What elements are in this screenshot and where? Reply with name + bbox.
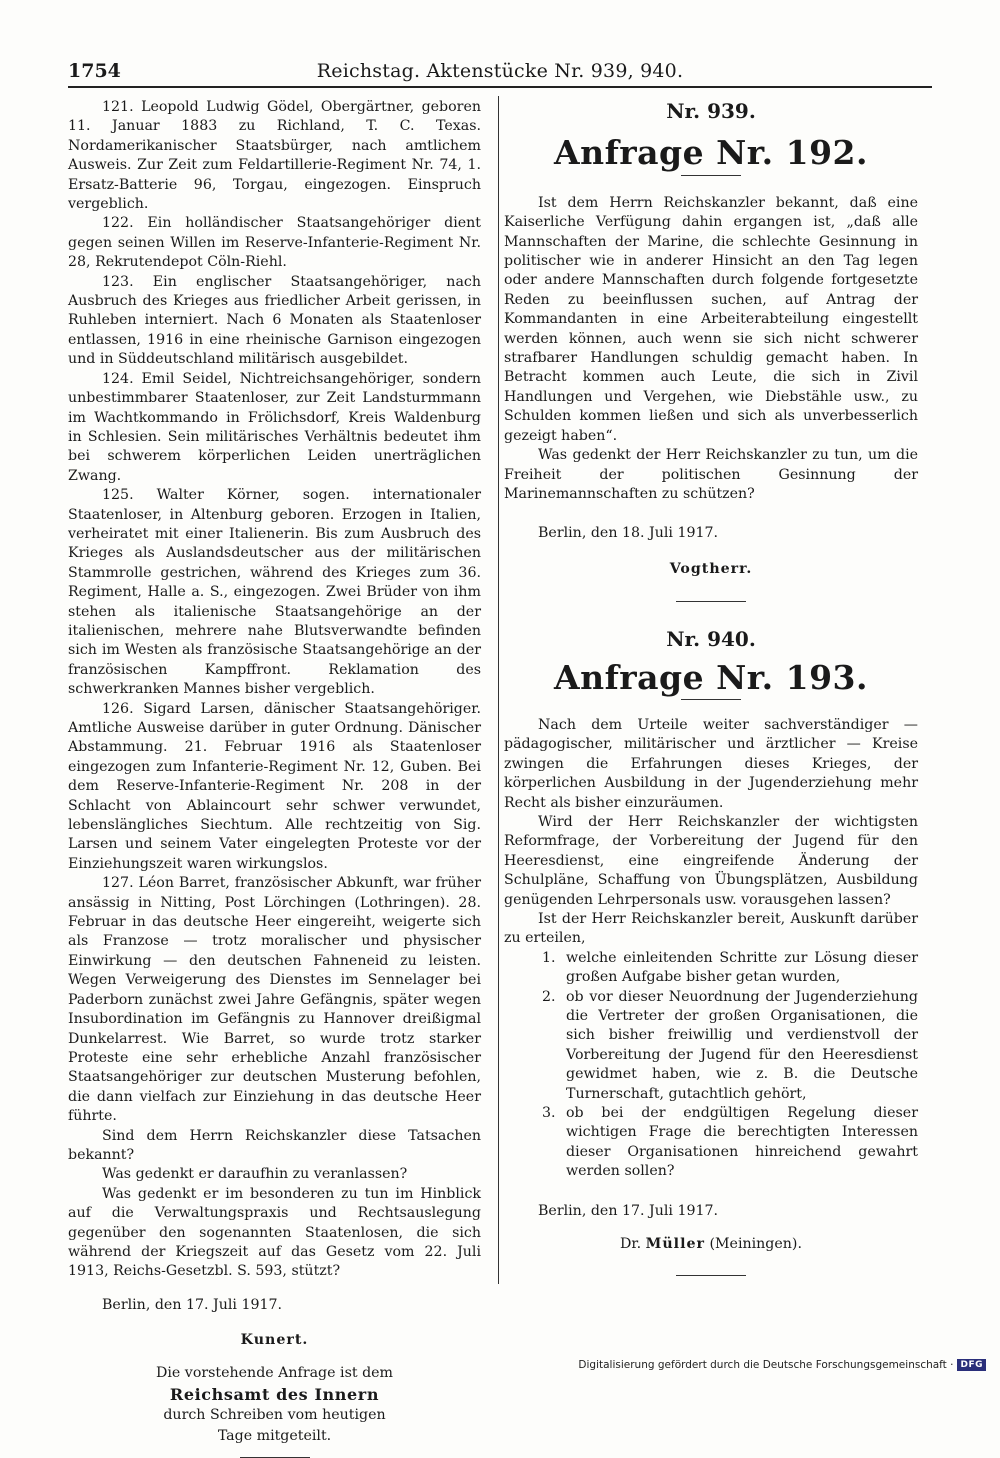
signature: Kunert. xyxy=(240,1332,309,1349)
date-line: Berlin, den 18. Juli 1917. xyxy=(538,525,719,542)
paragraph-127: 127. Léon Barret, französischer Abkunft, war früher ansässig in Nitting, Post Lörchingen (Lothringen). 28. Februar in das deutsche Heer eingereiht, weigerte sich als Franzose — trotz moralischer und physischer Einwirkung — den deutschen Fahneneid zu leisten. Wegen Verweigerung des Dienstes im Sennelager bei Paderborn zunächst zwei Jahre Gefängnis, später wegen Insubordination im Gefängnis zu Hannover dreißigmal Dunkelarrest. Wie Barret, so wurde trotz starker Proteste eine sehr erhebliche Anzahl französischer Staatsangehöriger zur deutschen Musterung befohlen, die dann vielfach zur Einziehung in das deutsche Heer führte. xyxy=(68,875,481,1125)
document-number-heading: Nr. 939. xyxy=(666,99,756,123)
section-rule xyxy=(676,1275,746,1276)
document-number-heading: Nr. 940. xyxy=(666,627,756,652)
list-item: 2. ob vor dieser Neuordnung der Jugenderziehung die Vertreter der großen Organisationen, die sich bisher freiwillig und verdienstvoll der Vorbereitung der Jugend für den Heeresdienst gewidmet haben, wie z. B. die Deutsche Turnerschaft, gutachtlich gehört, xyxy=(542,988,918,1102)
question-paragraph: Was gedenkt er daraufhin zu veranlassen? xyxy=(102,1166,408,1183)
paragraph-122: 122. Ein holländischer Staatsangehöriger dient gegen seinen Willen im Reserve-Infanterie-Regiment Nr. 28, Rekrutendepot Cöln-Riehl. xyxy=(68,215,481,271)
inquiry-paragraph: Ist dem Herrn Reichskanzler bekannt, daß eine Kaiserliche Verfügung dahin ergangen ist, „daß alle Mannschaften der Marine, die schlechte Gesinnung in politischer wie in anderer Hinsicht an den Tag legen oder andere Mannschaften durch folgende fortgesetzte Reden zu beeinflussen suchen, auf Antrag der Kommandanten in eine Arbeiterabteilung eingestellt werden können, auch wenn sie sich nicht schwerer strafbarer Handlungen schuldig gemacht haben. In Betracht kommen auch Leute, die sich in Zivil Handlungen und Vergehen, wie Diebstähle usw., zu Schulden kommen ließen und sich als unverbesserlich gezeigt haben“. xyxy=(504,194,918,444)
question-list xyxy=(504,949,918,1182)
question-paragraph: Sind dem Herrn Reichskanzler diese Tatsachen bekannt? xyxy=(68,1127,481,1163)
footer-text: Digitalisierung gefördert durch die Deutsche Forschungsgemeinschaft · xyxy=(578,1359,954,1371)
note-line: durch Schreiben vom heutigen xyxy=(163,1406,386,1423)
section-rule xyxy=(240,1457,310,1458)
question-paragraph: Was gedenkt er im besonderen zu tun im Hinblick auf die Verwaltungspraxis und Rechtsauslegung gegenüber den sogenannten Staatenlosen, die sich während der Kriegszeit auf das Gesetz vom 22. Juli 1913, Reichs-Gesetzbl. S. 593, stützt? xyxy=(68,1185,481,1280)
signature: Vogtherr. xyxy=(669,560,753,577)
dfg-logo: DFG xyxy=(957,1359,986,1371)
note-line: Die vorstehende Anfrage ist dem xyxy=(155,1364,394,1381)
paragraph-124: 124. Emil Seidel, Nichtreichsangehöriger, sondern unbestimmbarer Staatenloser, zur Zeit Landsturmmann im Wachtkommando in Frölichsdorf, Kreis Waldenburg in Schlesien. Sein militärisches Verhältnis bedeutet ihm bei schwerem körperlichen Leiden unerträglichen Zwang. xyxy=(68,370,481,484)
date-line: Berlin, den 17. Juli 1917. xyxy=(102,1296,283,1313)
right-column xyxy=(504,96,918,1276)
inquiry-heading: Anfrage Nr. 193. xyxy=(554,657,868,697)
note-line: Tage mitgeteilt. xyxy=(217,1427,332,1444)
inquiry-paragraph: Ist der Herr Reichskanzler bereit, Auskunft darüber zu erteilen, xyxy=(504,911,918,947)
inquiry-paragraph: Wird der Herr Reichskanzler der wichtigsten Reformfrage, der Vorbereitung der Jugend für den Heeresdienst, eine eingreifende Änderung der Schulpläne, Schaffung von Übungsplätzen, Ausbildung genügenden Lehrpersonals usw. vorausgehen lassen? xyxy=(504,813,918,908)
note-office: Reichsamt des Innern xyxy=(169,1384,380,1404)
signature: Dr. Müller (Meiningen). xyxy=(620,1236,802,1253)
running-title: Reichstag. Aktenstücke Nr. 939, 940. xyxy=(316,60,684,82)
forwarding-note xyxy=(68,1363,481,1447)
column-divider xyxy=(498,96,499,1284)
paragraph-125: 125. Walter Körner, sogen. internationaler Staatenloser, in Altenburg geboren. Erzogen in Italien, verheiratet mit einer Italienerin. Bis zum Ausbruch des Krieges als Auslandsdeutscher aus der militärischen Stammrolle gestrichen, während des Krieges zum 36. Regiment, Halle a. S., eingezogen. Zwei Brüder von ihm stehen als italienische Staatsangehörige an der italienischen, mehrere nahe Blutsverwandte befinden sich im Westen als französische Staatsangehörige an der französischen Kampffront. Reklamation des schwerkranken Mannes bisher vergeblich. xyxy=(68,487,481,698)
page-header xyxy=(68,58,932,88)
digitization-footer xyxy=(578,1359,986,1371)
inquiry-heading: Anfrage Nr. 192. xyxy=(554,133,868,173)
list-item: 1. welche einleitenden Schritte zur Lösung dieser großen Aufgabe bisher getan wurden, xyxy=(542,949,918,986)
paragraph-121: 121. Leopold Ludwig Gödel, Obergärtner, geboren 11. Januar 1883 zu Richland, T. C. Texas. Nordamerikanischer Staatsbürger, nach amtlichem Ausweis. Zur Zeit zum Feldartillerie-Regiment Nr. 74, 1. Ersatz-Batterie 96, Torgau, eingezogen. Einspruch vergeblich. xyxy=(68,99,481,213)
inquiry-paragraph: Nach dem Urteile weiter sachverständiger — pädagogischer, militärischer und ärztlicher — Kreise zwingen die Erfahrungen dieses Krieges, der körperlichen Ausbildung in der Jugenderziehung mehr Recht als bisher einzuräumen. xyxy=(504,716,918,811)
page-number: 1754 xyxy=(68,60,121,82)
inquiry-paragraph: Was gedenkt der Herr Reichskanzler zu tun, um die Freiheit der politischen Gesinnung der Marinemannschaften zu schützen? xyxy=(504,447,918,502)
paragraph-123: 123. Ein englischer Staatsangehöriger, nach Ausbruch des Krieges aus friedlicher Arbeit gerissen, in Ruhleben interniert. Nach 6 Monaten als Staatenloser entlassen, 1916 in eine rheinische Garnison eingezogen und in Süddeutschland militärisch ausgebildet. xyxy=(68,273,481,368)
list-item: 3. ob bei der endgültigen Regelung dieser wichtigen Frage die berechtigten Interessen dieser Organisationen hinreichend gewahrt werden sollen? xyxy=(542,1105,918,1180)
paragraph-126: 126. Sigard Larsen, dänischer Staatsangehöriger. Amtliche Ausweise darüber in guter Ordnung. Dänischer Abstammung. 21. Februar 1916 als Staatenloser eingezogen zum Infanterie-Regiment Nr. 12, Guben. Bei dem Reserve-Infanterie-Regiment Nr. 208 in der Schlacht von Ablaincourt sehr schwer verwundet, lebenslängliches Siechtum. Alle rechtzeitig von Sig. Larsen und seinem Vater eingelegten Proteste vor der Einziehungszeit waren wirkungslos. xyxy=(68,700,481,872)
date-line: Berlin, den 17. Juli 1917. xyxy=(538,1202,719,1219)
left-column xyxy=(68,98,481,1458)
